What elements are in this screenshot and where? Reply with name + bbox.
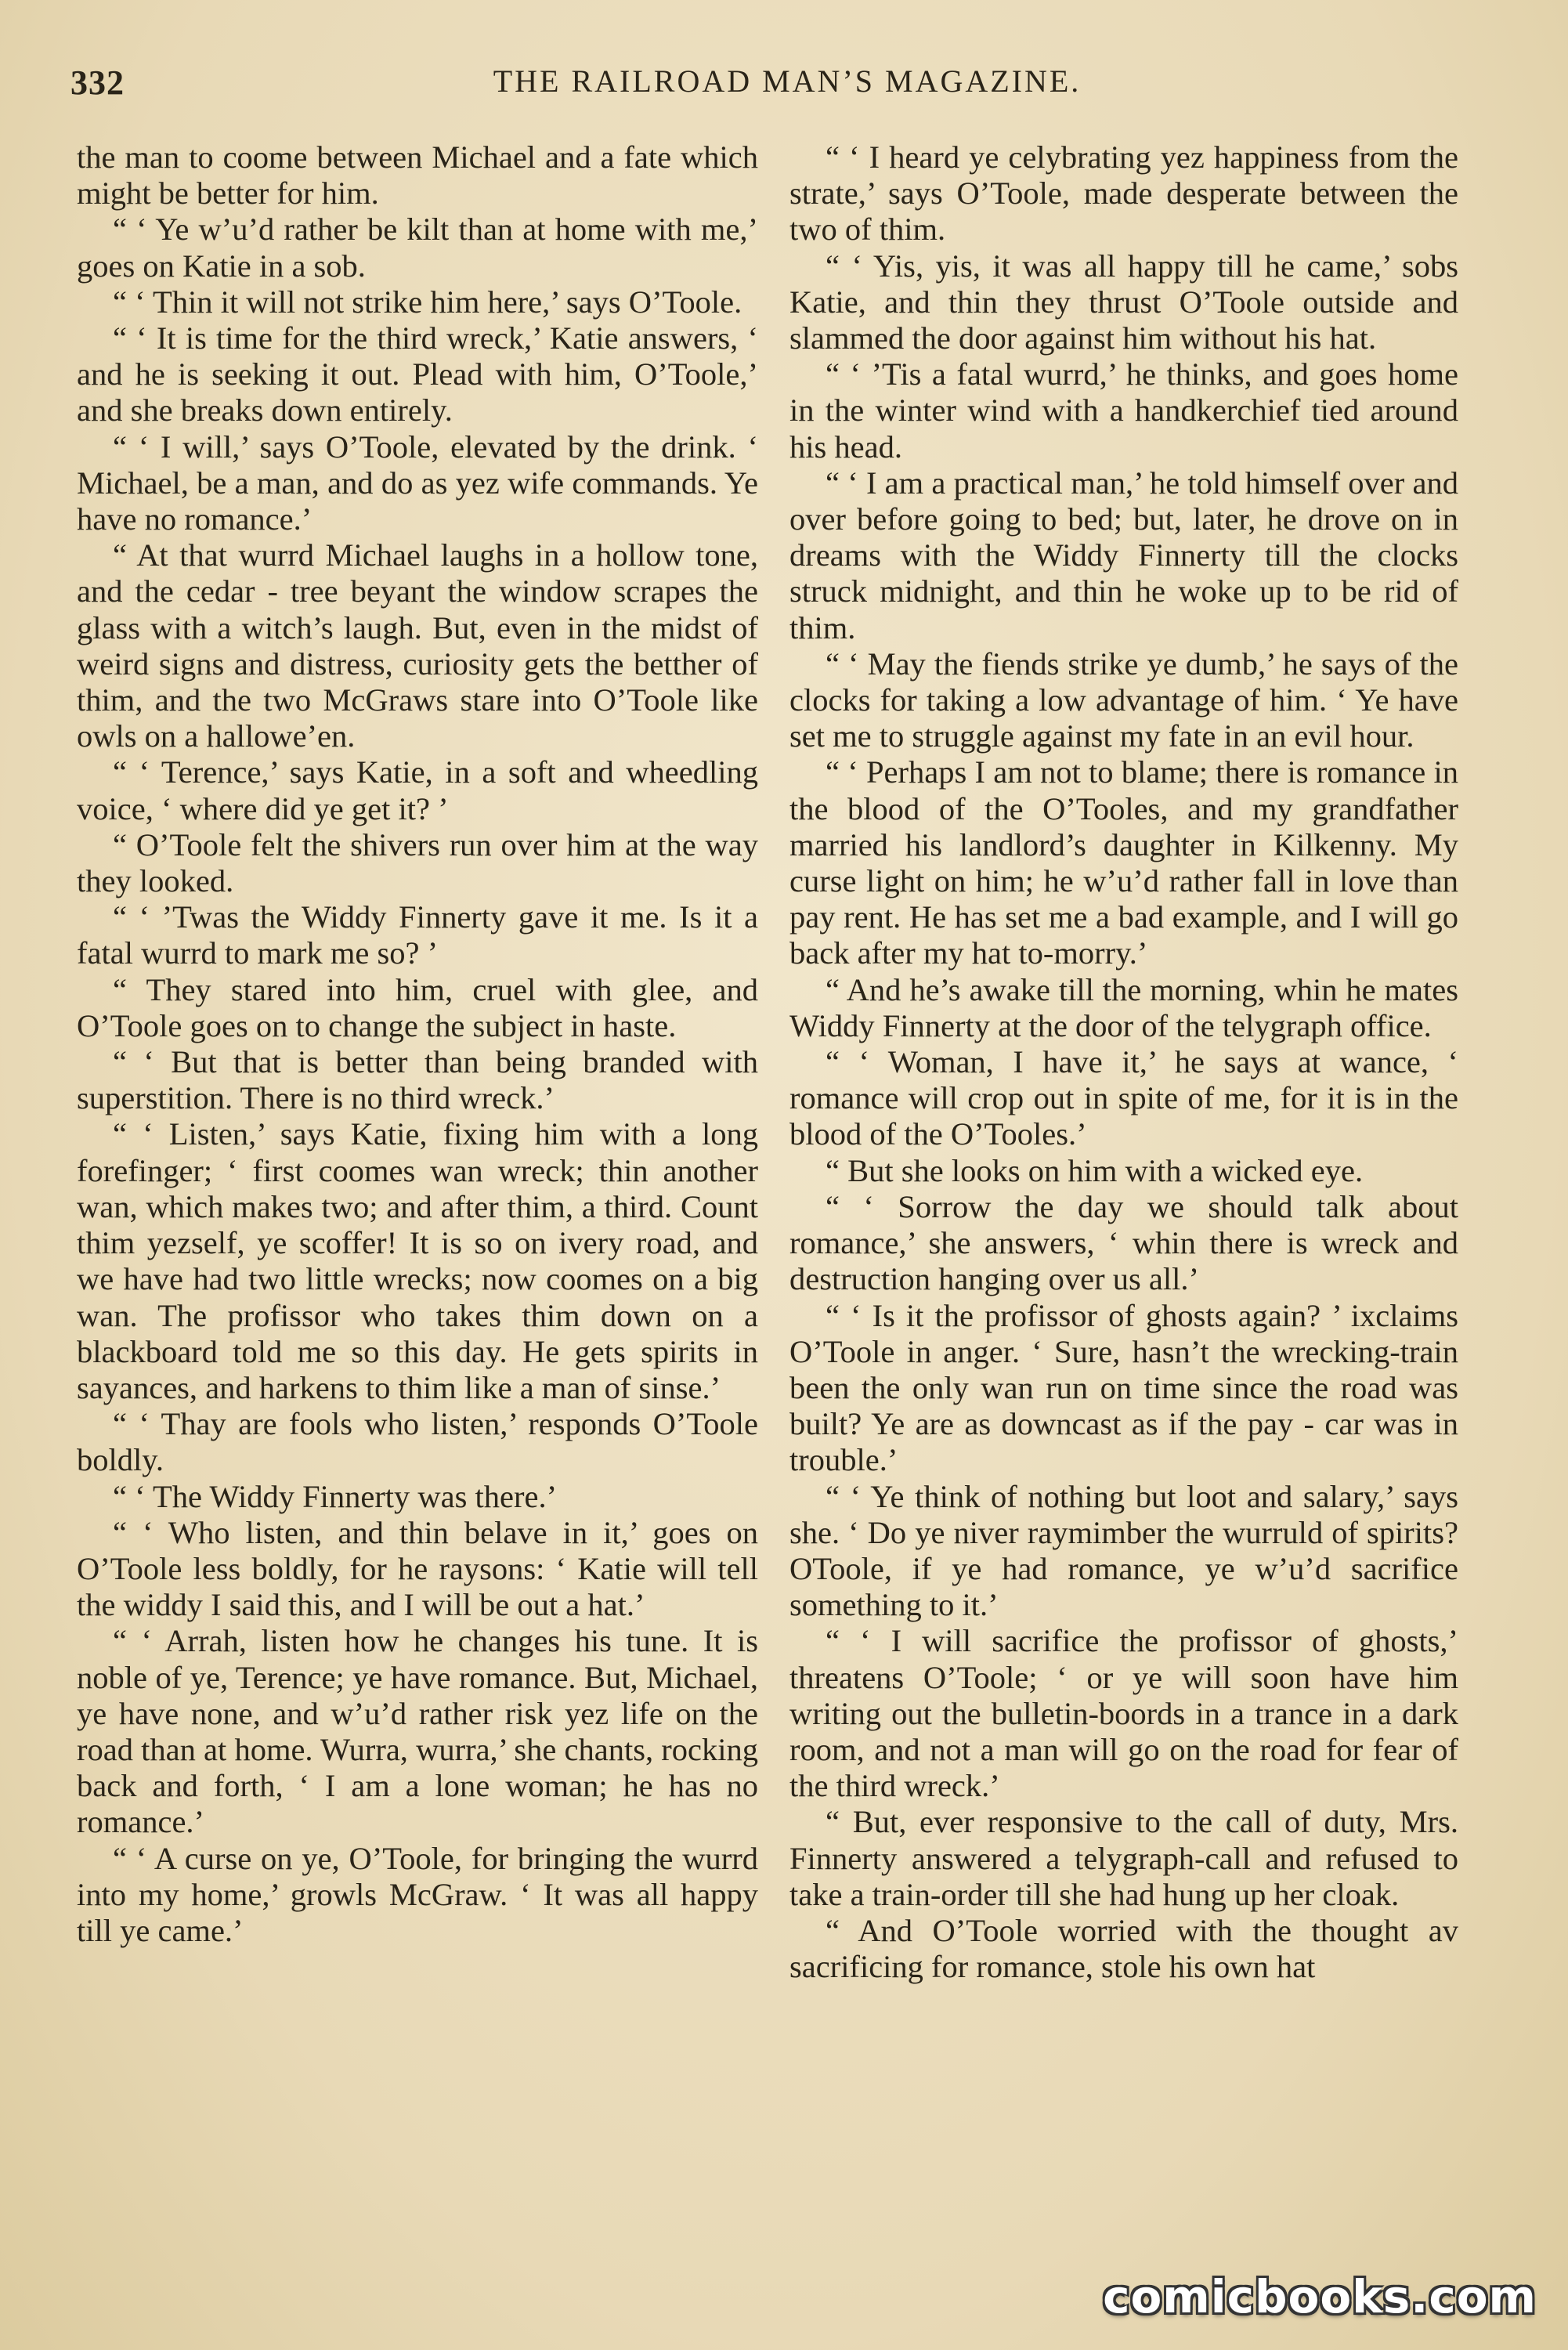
page-number: 332 <box>70 63 125 102</box>
paragraph: “ ‘ Ye think of nothing but loot and salary,’ says she. ‘ Do ye niver raymimber the wurruld of spirits? OToole, if ye had romance, ye w’u’d sacrifice something to it.’ <box>789 1478 1458 1623</box>
paragraph: “ ‘ Is it the profissor of ghosts again? ’ ixclaims O’Toole in anger. ‘ Sure, hasn’t the wrecking-train been the only wan run on time since the road was built? Ye are as downcast as if the pay - car was in trouble.’ <box>789 1297 1458 1478</box>
paragraph: “ ‘ ’Twas the Widdy Finnerty gave it me. Is it a fatal wurrd to mark me so? ’ <box>77 899 758 971</box>
paragraph: “ ‘ Woman, I have it,’ he says at wance, ‘ romance will crop out in spite of me, for it is in the blood of the O’Tooles.’ <box>789 1044 1458 1152</box>
paragraph: “ ‘ ’Tis a fatal wurrd,’ he thinks, and goes home in the winter wind with a handkerchief tied around his head. <box>789 356 1458 465</box>
running-head: THE RAILROAD MAN’S MAGAZINE. <box>493 63 1082 99</box>
right-column <box>789 139 1458 1985</box>
paragraph: “ ‘ Sorrow the day we should talk about romance,’ she answers, ‘ whin there is wreck and destruction hanging over us all.’ <box>789 1188 1458 1297</box>
paragraph: “ ‘ Thay are fools who listen,’ responds O’Toole boldly. <box>77 1406 758 1478</box>
paragraph: the man to coome between Michael and a fate which might be better for him. <box>77 139 758 212</box>
paragraph: “ ‘ Listen,’ says Katie, fixing him with a long forefinger; ‘ first coomes wan wreck; thin another wan, which makes two; and after thim, a third. Count thim yezself, ye scoffer! It is so on ivery road, and we have had two little wrecks; now coomes on a big wan. The profissor who takes thim down on a blackboard told me so this day. He gets spirits in sayances, and harkens to thim like a man of sinse.’ <box>77 1116 758 1405</box>
paragraph: “ At that wurrd Michael laughs in a hollow tone, and the cedar - tree beyant the window scrapes the glass with a witch’s laugh. But, even in the midst of weird signs and distress, curiosity gets the betther of thim, and the two McGraws stare into O’Toole like owls on a hallowe’en. <box>77 537 758 754</box>
paragraph: “ But, ever responsive to the call of duty, Mrs. Finnerty answered a telygraph-call and refused to take a train-order till she had hung up her cloak. <box>789 1804 1458 1912</box>
left-column <box>77 139 758 1949</box>
paragraph: “ And O’Toole worried with the thought av sacrificing for romance, stole his own hat <box>789 1912 1458 1985</box>
paragraph: “ ‘ Yis, yis, it was all happy till he came,’ sobs Katie, and thin they thrust O’Toole outside and slammed the door against him without his hat. <box>789 248 1458 356</box>
paragraph: “ ‘ I heard ye celybrating yez happiness from the strate,’ says O’Toole, made desperate between the two of thim. <box>789 139 1458 248</box>
paragraph: “ But she looks on him with a wicked eye. <box>826 1152 1364 1188</box>
watermark: comicbooks.com <box>1103 2270 1537 2323</box>
paragraph: “ ‘ I will,’ says O’Toole, elevated by the drink. ‘ Michael, be a man, and do as yez wife commands. Ye have no romance.’ <box>77 428 758 537</box>
paragraph: “ ‘ The Widdy Finnerty was there.’ <box>113 1478 558 1514</box>
paragraph: “ O’Toole felt the shivers run over him at the way they looked. <box>77 826 758 899</box>
paragraph: “ ‘ But that is better than being branded with superstition. There is no third wreck.’ <box>77 1044 758 1116</box>
paragraph: “ ‘ I am a practical man,’ he told himself over and over before going to bed; but, later, he drove on in dreams with the Widdy Finnerty till the clocks struck midnight, and thin he woke up to be rid of thim. <box>789 465 1458 645</box>
paragraph: “ ‘ Perhaps I am not to blame; there is romance in the blood of the O’Tooles, and my grandfather married his landlord’s daughter in Kilkenny. My curse light on him; he w’u’d rather fall in love than pay rent. He has set me a bad example, and I will go back after my hat to-morry.’ <box>789 754 1458 971</box>
page-header <box>70 63 1472 118</box>
paragraph: “ ‘ Ye w’u’d rather be kilt than at home with me,’ goes on Katie in a sob. <box>77 212 758 284</box>
paragraph: “ ‘ Terence,’ says Katie, in a soft and wheedling voice, ‘ where did ye get it? ’ <box>77 754 758 826</box>
paragraph: “ ‘ May the fiends strike ye dumb,’ he says of the clocks for taking a low advantage of him. ‘ Ye have set me to struggle against my fate in an evil hour. <box>789 645 1458 754</box>
paragraph: “ ‘ Thin it will not strike him here,’ says O’Toole. <box>113 284 742 320</box>
paragraph: “ And he’s awake till the morning, whin he mates Widdy Finnerty at the door of the telygraph office. <box>789 971 1458 1043</box>
paragraph: “ ‘ It is time for the third wreck,’ Katie answers, ‘ and he is seeking it out. Plead with him, O’Toole,’ and she breaks down entirely. <box>77 320 758 428</box>
paragraph: “ They stared into him, cruel with glee, and O’Toole goes on to change the subject in haste. <box>77 971 758 1043</box>
paragraph: “ ‘ Who listen, and thin belave in it,’ goes on O’Toole less boldly, for he raysons: ‘ Katie will tell the widdy I said this, and I will be out a hat.’ <box>77 1514 758 1623</box>
paragraph: “ ‘ I will sacrifice the profissor of ghosts,’ threatens O’Toole; ‘ or ye will soon have him writing out the bulletin-boords in a trance in a dark room, and not a man will go on the road for fear of the third wreck.’ <box>789 1623 1458 1804</box>
paragraph: “ ‘ Arrah, listen how he changes his tune. It is noble of ye, Terence; ye have romance. But, Michael, ye have none, and w’u’d rather risk yez life on the road than at home. Wurra, wurra,’ she chants, rocking back and forth, ‘ I am a lone woman; he has no romance.’ <box>77 1623 758 1840</box>
paragraph: “ ‘ A curse on ye, O’Toole, for bringing the wurrd into my home,’ growls McGraw. ‘ It was all happy till ye came.’ <box>77 1840 758 1948</box>
